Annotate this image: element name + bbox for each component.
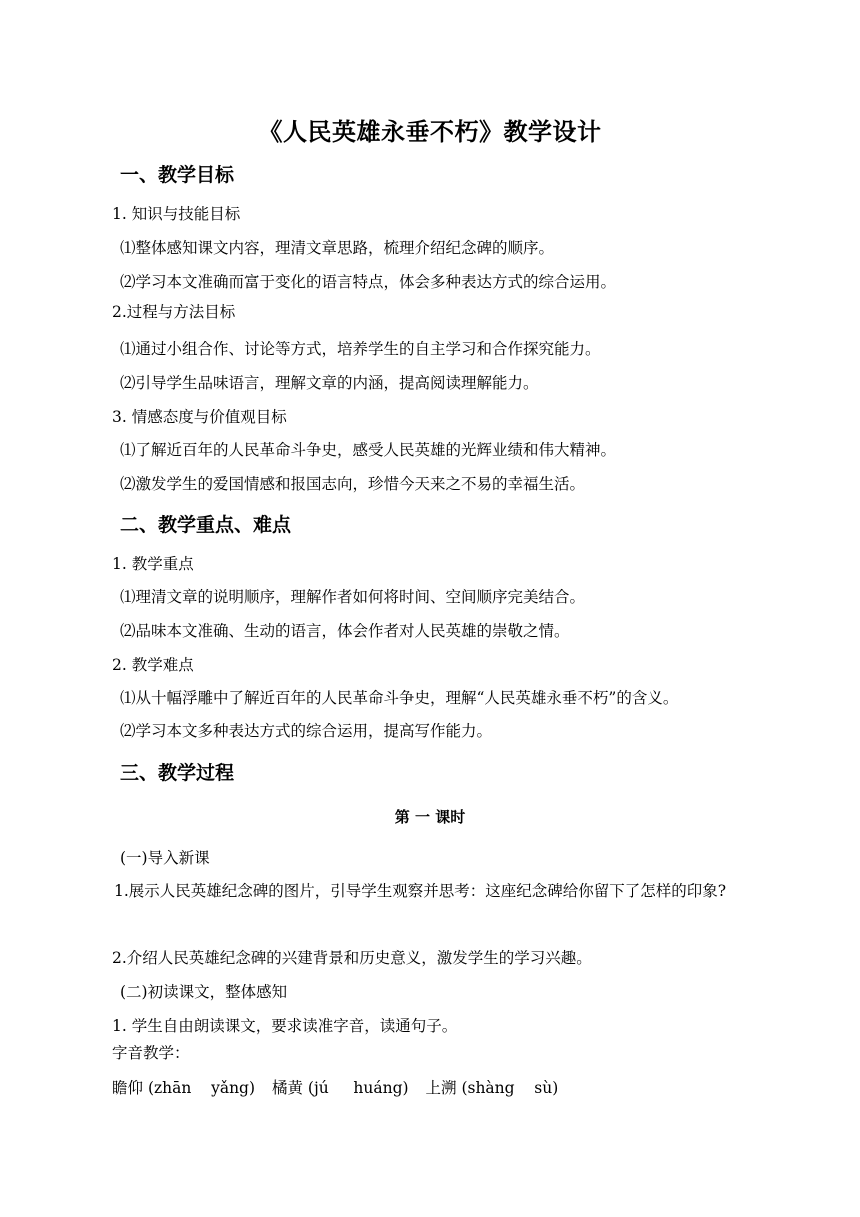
goals-item-1-2: ⑵学习本文准确而富于变化的语言特点，体会多种表达方式的综合运用。 [120, 273, 617, 291]
key-item-2-1: ⑴从十幅浮雕中了解近百年的人民革命斗争史，理解“人民英雄永垂不朽”的含义。 [120, 689, 679, 707]
process-part-2: (二)初读课文，整体感知 [120, 983, 288, 1001]
pinyin-list [112, 1076, 558, 1098]
pinyin-word: 上溯 [425, 1079, 457, 1097]
key-item-2-2: ⑵学习本文多种表达方式的综合运用，提高写作能力。 [120, 722, 493, 740]
goals-subheading-3: 3. 情感态度与价值观目标 [112, 408, 287, 426]
pinyin-pron: (shàng sù) [461, 1079, 559, 1097]
goals-item-3-1: ⑴了解近百年的人民革命斗争史，感受人民英雄的光辉业绩和伟大精神。 [120, 441, 617, 459]
process-part-1: (一)导入新课 [120, 849, 210, 867]
pinyin-pron: (jú huáng) [307, 1079, 409, 1097]
section-heading-process: 三、教学过程 [120, 762, 235, 784]
section-heading-goals: 一、教学目标 [120, 164, 235, 186]
pronunciation-label: 字音教学： [112, 1044, 190, 1062]
key-item-1-2: ⑵品味本文准确、生动的语言，体会作者对人民英雄的崇敬之情。 [120, 622, 570, 640]
goals-item-1-1: ⑴整体感知课文内容，理清文章思路，梳理介绍纪念碑的顺序。 [120, 239, 555, 257]
goals-item-2-2: ⑵引导学生品味语言，理解文章的内涵，提高阅读理解能力。 [120, 374, 539, 392]
goals-item-2-1: ⑴通过小组合作、讨论等方式，培养学生的自主学习和合作探究能力。 [120, 340, 601, 358]
key-subheading-1: 1. 教学重点 [112, 555, 194, 573]
key-subheading-2: 2. 教学难点 [112, 656, 194, 674]
section-heading-key: 二、教学重点、难点 [120, 514, 292, 536]
pinyin-word: 橘黄 [271, 1079, 303, 1097]
lesson-label: 第 一 课时 [394, 808, 466, 826]
process-step-1: 1. 学生自由朗读课文，要求读准字音，读通句子。 [112, 1017, 458, 1035]
pinyin-pron: (zhān yǎng) [147, 1079, 256, 1097]
goals-item-3-2: ⑵激发学生的爱国情感和报国志向，珍惜今天来之不易的幸福生活。 [120, 475, 586, 493]
document-title: 《人民英雄永垂不朽》教学设计 [258, 118, 602, 146]
process-paragraph-1: 1.展示人民英雄纪念碑的图片，引导学生观察并思考：这座纪念碑给你留下了怎样的印象? [114, 882, 727, 900]
key-item-1-1: ⑴理清文章的说明顺序，理解作者如何将时间、空间顺序完美结合。 [120, 588, 586, 606]
pinyin-word: 瞻仰 [112, 1079, 144, 1097]
goals-subheading-2: 2.过程与方法目标 [112, 303, 236, 321]
process-paragraph-2: 2.介绍人民英雄纪念碑的兴建背景和历史意义，激发学生的学习兴趣。 [112, 949, 592, 967]
goals-subheading-1: 1. 知识与技能目标 [112, 205, 241, 223]
